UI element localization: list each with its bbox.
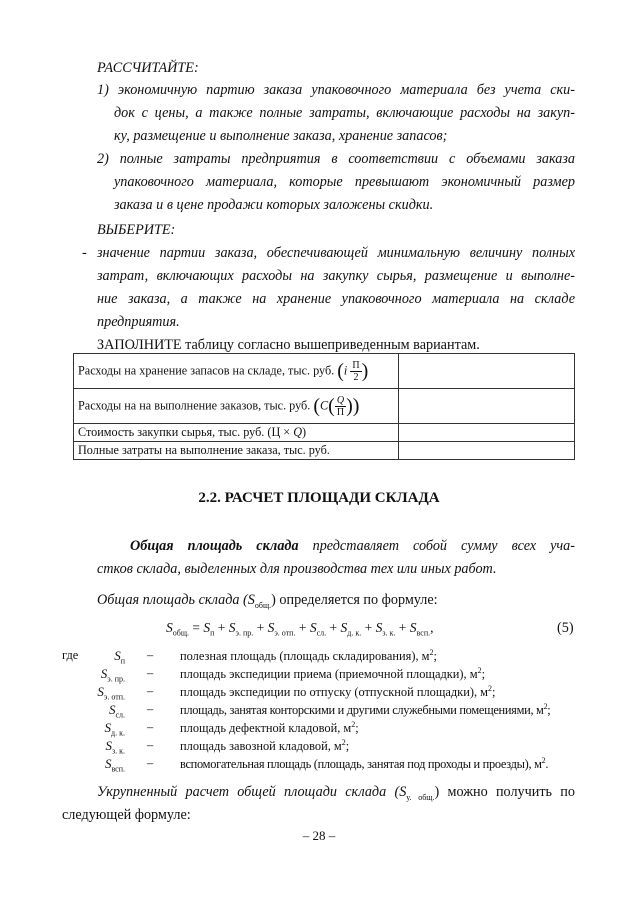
- legend-tail: ;: [345, 739, 350, 754]
- formula-term: S: [228, 620, 236, 635]
- legend-sup: 2: [543, 702, 548, 711]
- paren-open: (: [313, 394, 321, 417]
- calc-item1-line2: док с цены, а также полные затраты, включающие расходы на закуп-: [114, 105, 575, 121]
- table-cell-label: [74, 424, 399, 442]
- table-row: [74, 354, 575, 389]
- formula-plus: +: [253, 620, 268, 635]
- legend-s: S: [97, 684, 104, 699]
- legend-sub: всп.: [111, 764, 125, 774]
- legend-text: [180, 666, 485, 682]
- row2-fraction: [335, 395, 346, 418]
- formula-end: ,: [430, 620, 434, 635]
- legend-desc: вспомогательная площадь (площадь, занятая под проходы и проезды), м: [180, 757, 542, 772]
- table-cell-value: [399, 354, 575, 389]
- paren-close: ): [352, 394, 360, 417]
- paren-close-inner: ): [346, 394, 353, 417]
- formula-term-sub: всп.: [416, 628, 431, 638]
- para1-bold: Общая площадь склада: [130, 538, 299, 554]
- row2-den: П: [336, 406, 345, 418]
- table-cell-value: [399, 442, 575, 460]
- table-cell-value: [399, 424, 575, 442]
- legend-tail: ;: [355, 721, 359, 736]
- row1-label: Расходы на хранение запасов на складе, тыс. руб.: [78, 362, 335, 377]
- legend-text: [180, 756, 548, 772]
- legend-dash: –: [147, 738, 154, 752]
- choose-line2: затрат, включающих расходы на закупку сырья, размещение и выполне-: [97, 268, 575, 284]
- legend-symbol: [45, 756, 125, 774]
- para3-s: S: [399, 784, 407, 800]
- legend-symbol: [45, 666, 125, 684]
- table-cell-label: [74, 389, 399, 424]
- row2-prefix: C: [320, 397, 329, 412]
- legend-text: [180, 738, 349, 754]
- calc-heading: РАССЧИТАЙТЕ:: [97, 60, 199, 76]
- table-row: [74, 442, 575, 460]
- para3-line1: [97, 784, 575, 802]
- legend-text: [180, 702, 550, 718]
- formula-term-sub: з. к.: [382, 628, 396, 638]
- legend-sup: 2: [429, 648, 434, 657]
- legend-tail: .: [545, 757, 549, 772]
- formula-term-sub: э. пр.: [235, 628, 254, 638]
- table-row: [74, 389, 575, 424]
- formula-term: S: [309, 620, 317, 635]
- legend-sup: 2: [488, 684, 492, 693]
- legend-sub: э. пр.: [107, 674, 125, 684]
- legend-tail: ;: [492, 685, 496, 700]
- row2-num: Q: [336, 394, 345, 406]
- para1-rest: представляет собой сумму всех уча-: [298, 538, 575, 554]
- legend-symbol: [45, 720, 125, 738]
- para3-pre: Укрупненный расчет общей площади склада (: [97, 784, 400, 800]
- legend-desc: полезная площадь (площадь складирования), м: [180, 649, 430, 664]
- formula-term-sub: д. к.: [347, 628, 362, 638]
- legend-symbol: [45, 738, 125, 756]
- legend-desc: площадь завозной кладовой, м: [180, 739, 342, 754]
- legend-sup: 2: [341, 738, 346, 747]
- calc-item2-line3: заказа и в цене продажи которых заложены скидки.: [114, 197, 434, 213]
- calc-item1-line1: 1) экономичную партию заказа упаковочного материала без учета ски-: [97, 82, 575, 98]
- table-cell-value: [399, 389, 575, 424]
- formula-lhs: S: [166, 620, 173, 635]
- legend-desc: площадь дефектной кладовой, м: [180, 721, 352, 736]
- para2-pre: Общая площадь склада (: [97, 592, 248, 608]
- legend-desc: площадь, занятая конторскими и другими служебными помещениями, м: [180, 703, 544, 718]
- paren-close: ): [361, 359, 369, 382]
- legend-desc: площадь экспедиции по отпуску (отпускной площадки), м: [180, 685, 488, 700]
- para2: [97, 592, 438, 610]
- legend-desc: площадь экспедиции приема (приемочной площадки), м: [180, 667, 478, 682]
- row1-prefix: i: [343, 362, 348, 377]
- row1-den: 2: [353, 371, 359, 383]
- calc-item1-line3: ку, размещение и выполнение заказа, хранение запасов;: [114, 128, 448, 144]
- formula-term: S: [203, 620, 211, 635]
- legend-dash: –: [147, 648, 154, 662]
- fill-instruction: ЗАПОЛНИТЕ таблицу согласно вышеприведенным вариантам.: [97, 337, 480, 353]
- formula-term: S: [409, 620, 417, 635]
- legend-sub: э. отп.: [103, 692, 125, 702]
- table-cell-label: [74, 442, 399, 460]
- legend-tail: ;: [547, 703, 551, 718]
- legend-sub: сл.: [115, 710, 125, 720]
- legend-dash: –: [147, 702, 154, 716]
- legend-s: S: [105, 738, 112, 753]
- legend-sup: 2: [541, 756, 546, 765]
- choose-line1: значение партии заказа, обеспечивающей минимальную величину полных: [97, 245, 575, 261]
- legend-s: S: [108, 702, 116, 717]
- formula-plus: +: [295, 620, 310, 635]
- formula-term-sub: п: [210, 628, 215, 638]
- para3-line2: следующей формуле:: [62, 807, 191, 823]
- paren-open-inner: (: [328, 394, 335, 417]
- row1-fraction: [350, 360, 361, 383]
- legend-symbol: [45, 684, 125, 702]
- para2-post: ) определяется по формуле:: [271, 592, 438, 608]
- formula-eq: =: [188, 620, 204, 635]
- legend-dash: –: [147, 720, 154, 734]
- legend-text: [180, 648, 437, 664]
- legend-dash: –: [147, 756, 154, 770]
- row2-label: Расходы на на выполнение заказов, тыс. руб.: [78, 397, 311, 412]
- para1-line2: стков склада, выделенных для производства тех или иных работ.: [97, 561, 497, 577]
- legend-symbol: [45, 702, 125, 720]
- row4-label: Полные затраты на выполнение заказа, тыс. руб.: [78, 443, 330, 457]
- formula-plus: +: [214, 620, 229, 635]
- legend-s: S: [100, 666, 108, 681]
- legend-tail: ;: [481, 667, 486, 682]
- legend-s: S: [104, 720, 112, 735]
- legend-sub: п: [120, 656, 125, 666]
- para3-post: ) можно получить по: [434, 784, 575, 800]
- legend-text: [180, 720, 359, 736]
- row3-close: ): [302, 425, 307, 439]
- row3-label: Стоимость закупки сырья, тыс. руб. (Ц ×: [78, 425, 294, 439]
- formula-plus: +: [326, 620, 341, 635]
- formula-term: S: [375, 620, 383, 635]
- formula-term: S: [267, 620, 275, 635]
- choose-heading: ВЫБЕРИТЕ:: [97, 222, 176, 238]
- row1-num: П: [352, 359, 360, 371]
- legend-sub: д. к.: [111, 728, 125, 738]
- formula-term: S: [340, 620, 348, 635]
- formula-number: (5): [557, 620, 574, 636]
- legend-text: [180, 684, 495, 700]
- legend-s: S: [114, 648, 121, 663]
- formula-lhs-sub: общ.: [172, 628, 189, 638]
- calc-item2-line2: упаковочного материала, которые превышают экономичный размер: [114, 174, 575, 190]
- paren-open: (: [337, 359, 344, 382]
- legend-tail: ;: [433, 649, 437, 664]
- legend-sub: з. к.: [111, 746, 125, 756]
- para1-line1: [130, 538, 575, 555]
- calc-item2-line1: 2) полные затраты предприятия в соответствии с объемами заказа: [97, 151, 575, 167]
- legend-where: где: [62, 648, 79, 662]
- para3-sub: у. общ.: [406, 792, 435, 802]
- choose-line4: предприятия.: [97, 314, 180, 330]
- legend-sup: 2: [351, 720, 356, 729]
- area-formula: [166, 620, 433, 638]
- choose-line3: ние заказа, а также на хранение упаковочного материала на складе: [97, 291, 575, 307]
- table-cell-label: [74, 354, 399, 389]
- table-row: [74, 424, 575, 442]
- para2-sub: общ.: [254, 600, 272, 610]
- formula-term-sub: сл.: [316, 628, 327, 638]
- para2-s: S: [247, 592, 255, 608]
- legend-symbol: [45, 648, 125, 666]
- legend-dash: –: [147, 684, 154, 698]
- legend-sup: 2: [477, 666, 482, 675]
- formula-term-sub: э. отп.: [274, 628, 296, 638]
- costs-table: [73, 353, 575, 460]
- row3-q: Q: [293, 425, 303, 439]
- legend-s: S: [104, 756, 112, 771]
- legend-dash: –: [147, 666, 154, 680]
- formula-plus: +: [361, 620, 376, 635]
- page-number: – 28 –: [302, 828, 336, 843]
- choose-bullet: -: [82, 245, 87, 261]
- formula-plus: +: [395, 620, 410, 635]
- section-title: 2.2. РАСЧЕТ ПЛОЩАДИ СКЛАДА: [198, 490, 440, 506]
